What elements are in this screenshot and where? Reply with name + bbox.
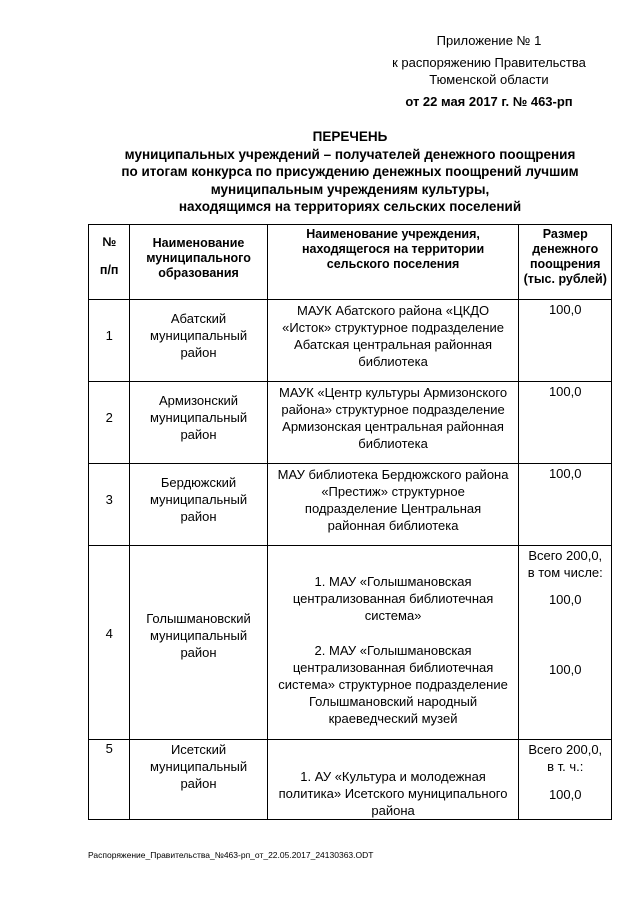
row-institution: МАУК Абатского района «ЦКДО «Исток» структурное подразделение Абатская центральная районная библиотека [267,300,519,382]
row-institution: МАУ библиотека Бердюжского района «Престиж» структурное подразделение Центральная районная библиотека [267,464,519,546]
document-footer: Распоряжение_Правительства_№463-рп_от_22.05.2017_24130363.ODT [88,850,374,860]
row-number: 2 [89,382,130,464]
header-amount: Размер денежного поощрения (тыс. рублей) [519,225,612,300]
appendix-line-4: от 22 мая 2017 г. № 463-рп [405,94,573,109]
row-amount: Всего 200,0, в т. ч.: 100,0 [519,740,612,820]
table-header-row [89,225,612,300]
row-municipality: Армизонский муниципальный район [130,382,267,464]
row-municipality: Исетский муниципальный район [130,740,267,820]
table-row [89,382,612,464]
recipients-table [88,224,612,820]
row-municipality: Абатский муниципальный район [130,300,267,382]
row-institution: МАУК «Центр культуры Армизонского района» структурное подразделение Армизонская центральная районная библиотека [267,382,519,464]
row-number: 3 [89,464,130,546]
table-row [89,740,612,820]
table-row [89,464,612,546]
appendix-line-2: к распоряжению Правительства [392,55,586,70]
row-amount: Всего 200,0, в том числе: 100,0 100,0 [519,546,612,740]
row-institution: 1. АУ «Культура и молодежная политика» Исетского муниципального района [267,740,519,820]
title-line-2: муниципальных учреждений – получателей денежного поощрения [124,146,576,162]
row-amount: 100,0 [519,464,612,546]
header-municipality: Наименование муниципального образования [130,225,267,300]
row-amount: 100,0 [519,300,612,382]
header-number: № п/п [89,225,130,300]
title-line-1: ПЕРЕЧЕНЬ [312,129,388,144]
row-amount: 100,0 [519,382,612,464]
table-row [89,300,612,382]
appendix-line-1: Приложение № 1 [436,33,542,48]
title-line-4: муниципальным учреждениям культуры, [210,181,490,197]
row-number: 4 [89,546,130,740]
row-municipality: Бердюжский муниципальный район [130,464,267,546]
title-line-5: находящимся на территориях сельских поселений [178,199,522,214]
row-number: 1 [89,300,130,382]
row-municipality: Голышмановский муниципальный район [130,546,267,740]
row-institution: 1. МАУ «Голышмановская централизованная библиотечная система» 2. МАУ «Голышмановская централизованная библиотечная система» структурное подразделение Голышмановский народный краеведческий музей [267,546,519,740]
appendix-line-3: Тюменской области [429,72,549,87]
header-institution: Наименование учреждения, находящегося на территории сельского поселения [267,225,519,300]
document-title [100,128,600,216]
title-line-3: по итогам конкурса по присуждению денежных поощрений лучшим [121,164,579,179]
row-number: 5 [89,740,130,820]
table-row [89,546,612,740]
